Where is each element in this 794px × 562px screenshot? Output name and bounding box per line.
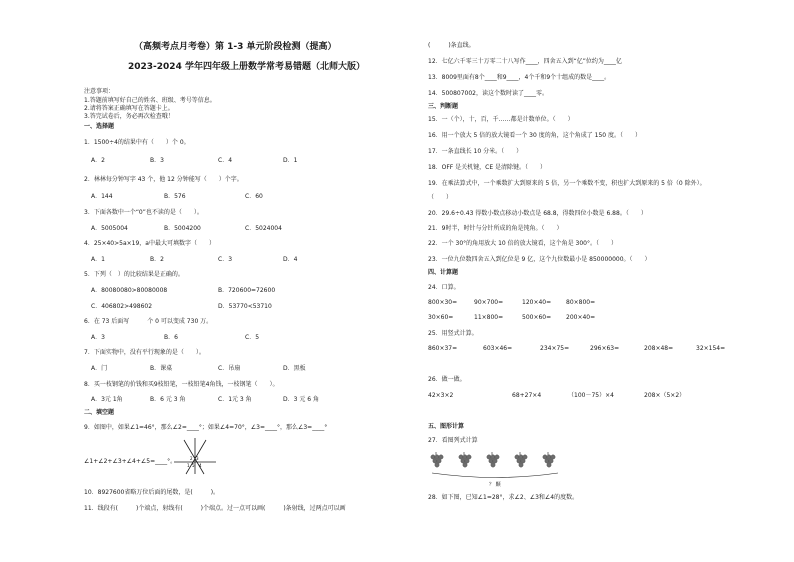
grape-bunch-icon [515,452,527,467]
option: C．吊扇 [218,365,241,372]
question-23: 23．一位九位数四舍五入到亿位是 9 亿，这个九位数最小是 850000000。（ ） [428,256,651,263]
grape-bunch-icon [543,452,555,467]
question-12: 12．七亿六千零三十万零二十八写作____，四舍五入到“亿”位约为____亿 [428,58,622,65]
brace [432,473,558,478]
question-11: 11．线段有( )个端点，射线有( )个端点。过一点可以画( )条射线，过两点可以画 [84,505,346,512]
option: B．6 元 3 角 [150,396,186,403]
section-heading: 二、填空题 [84,409,115,416]
question-10: 10．8927600省略万位后面的尾数，是( )。 [84,489,220,496]
option: D．1 [283,157,298,164]
question-1: 1．1500÷4的结果中有（ ）个 0。 [84,139,190,146]
oral-item: 30×60= [428,314,454,321]
angle-label: 1 [187,463,190,468]
oral-item: 800×30= [428,299,458,306]
vertical-item: 32×154= [696,345,726,352]
section-heading: 五、图形计算 [428,423,465,430]
oral-item: 11×800= [474,314,504,321]
option: C．3 [218,256,233,263]
option: B．5004200 [164,225,201,232]
option: D．3 元 6 角 [283,396,319,403]
option: C．5 [245,334,260,341]
option: A．门 [91,365,108,372]
grape-bunch-icon [431,452,443,467]
question-7: 7．下面实物中，没有平行现象的是（ ）。 [84,349,205,356]
option: B．2 [150,256,164,263]
option: A．1 [91,256,105,263]
do-item: 68+27×4 [512,392,542,399]
question-21: 21．9时半，时针与分针所成的角是钝角。（ ） [428,225,563,232]
angle-label: 5 [192,463,195,468]
angle-label: 2 [190,456,193,461]
question-27: 27．看图列式计算 [428,437,478,444]
question-22: 22．一个 30°的角用放大 10 倍的放大镜看，这个角是 300°。（ ） [428,240,617,247]
option: A．144 [91,193,113,200]
question-24: 24．口算。 [428,284,460,291]
question-13: 13．8009里面有8个____和9____，4个千和9个十组成的数是____。 [428,74,611,81]
grapes-figure [426,448,566,488]
question-15: 15．一（个），十，百，千……都是计数单位。（ ） [428,116,574,123]
vertical-item: 296×63= [590,345,620,352]
question-26: 26．做一做。 [428,376,466,383]
question-9: 9．如图中，如果∠1=46°，那么∠2=____°；如果∠4=70°，∠3=____°，那么∠3=____° [84,424,328,431]
question-19-cont: （ ） [428,194,453,201]
question-3: 3．下面各数中一个“0”也不读的是（ ）。 [84,209,203,216]
question-14: 14．500807002，读这个数时读了____零。 [428,90,548,97]
section-heading: 四、计算题 [428,269,459,276]
question-8: 8．买一枝钢笔的价钱和买9枝铅笔，一枝铅笔4角钱，一枝钢笔（ ）。 [84,381,279,388]
angle-label: 4 [199,463,202,468]
question-6: 6．在 73 后面写 个 0 可以变成 730 万。 [84,318,213,325]
brace-label: ？ 颗 [489,482,501,488]
notice-item: 2.请将答案正确填写在答题卡上。 [84,105,174,112]
vertical-item: 603×46= [483,345,513,352]
question-9-sum: ∠1+∠2+∠3+∠4+∠5=____°。 [84,458,177,465]
question-17: 17．一条直线长 10 分米。（ ） [428,148,523,155]
option: A．3元 1角 [91,396,123,403]
do-item: 208×（5×2） [644,392,686,399]
vertical-item: 860×37= [428,345,458,352]
option: B．576 [164,193,186,200]
question-18: 18．OFF 是关机键，CE 是清除键。（ ） [428,164,547,171]
option: A．80080080>80080008 [91,287,168,294]
section-heading: 三、判断题 [428,103,459,110]
question-5: 5．下列（ ）的比较结果是正确的。 [84,271,184,278]
angle-label: 3 [196,456,199,461]
option: A．3 [91,334,105,341]
question-25: 25．用竖式计算。 [428,330,478,337]
oral-item: 200×40= [566,314,596,321]
vertical-item: 208×48= [644,345,674,352]
oral-item: 80×800= [566,299,596,306]
vertical-item: 234×75= [540,345,570,352]
question-2: 2．林林每分钟写字 43 个，他 12 分钟能写（ ）个字。 [84,176,243,183]
oral-item: 120×40= [522,299,552,306]
question-4: 4．25×40>5a×19，a中最大可填数字（ ） [84,240,215,247]
option: B．6 [164,334,178,341]
option: A．2 [91,157,105,164]
question-11-cont: ( )条直线。 [428,42,475,49]
do-item: 42×3×2 [428,392,454,399]
question-28: 28．如下图，已知∠1=28°，求∠2、∠3和∠4的度数。 [428,494,579,501]
option: C．5024004 [245,225,282,232]
option: C．4 [218,157,233,164]
option: D．黑板 [283,365,306,372]
do-item: （100－75）×4 [568,392,614,399]
question-20: 20．29.6÷0.43 得数小数点移动小数点是 68.8，得数四位小数是 6.88。（ ） [428,210,647,217]
option: D．4 [283,256,298,263]
oral-item: 500×60= [522,314,552,321]
option: C．1元 3 角 [218,396,252,403]
option: C．60 [245,193,263,200]
grape-bunch-icon [459,452,471,467]
option: D．53770<53710 [218,303,272,310]
notice-item: 3.答完试卷后，务必再次检查哦！ [84,113,174,120]
option: B．720600=72600 [218,287,276,294]
question-19: 19．在乘法算式中，一个乘数扩大到原来的 5 倍，另一个乘数不变，积也扩大到原来的 5 倍（0 除外）。 [428,180,706,187]
option: B．3 [150,157,164,164]
notice-item: 1.答题前填写好自己的姓名、班级、考号等信息。 [84,97,216,104]
oral-item: 90×700= [474,299,504,306]
grape-bunch-icon [487,452,499,467]
question-16: 16．用一个放大 5 倍的放大镜看一个 30 度的角，这个角成了 150 度。（ ） [428,132,641,139]
paper-title: （高频考点月考卷）第 1-3 单元阶段检测（提高） [134,42,337,52]
notice-heading: 注意事项： [84,88,115,95]
option: B．课桌 [150,365,173,372]
paper-subtitle: 2023-2024 学年四年级上册数学常考易错题（北师大版） [128,62,365,72]
angle-figure [170,436,220,476]
option: C．406802>498602 [91,303,153,310]
section-heading: 一、选择题 [84,123,115,130]
option: A．5005004 [91,225,128,232]
